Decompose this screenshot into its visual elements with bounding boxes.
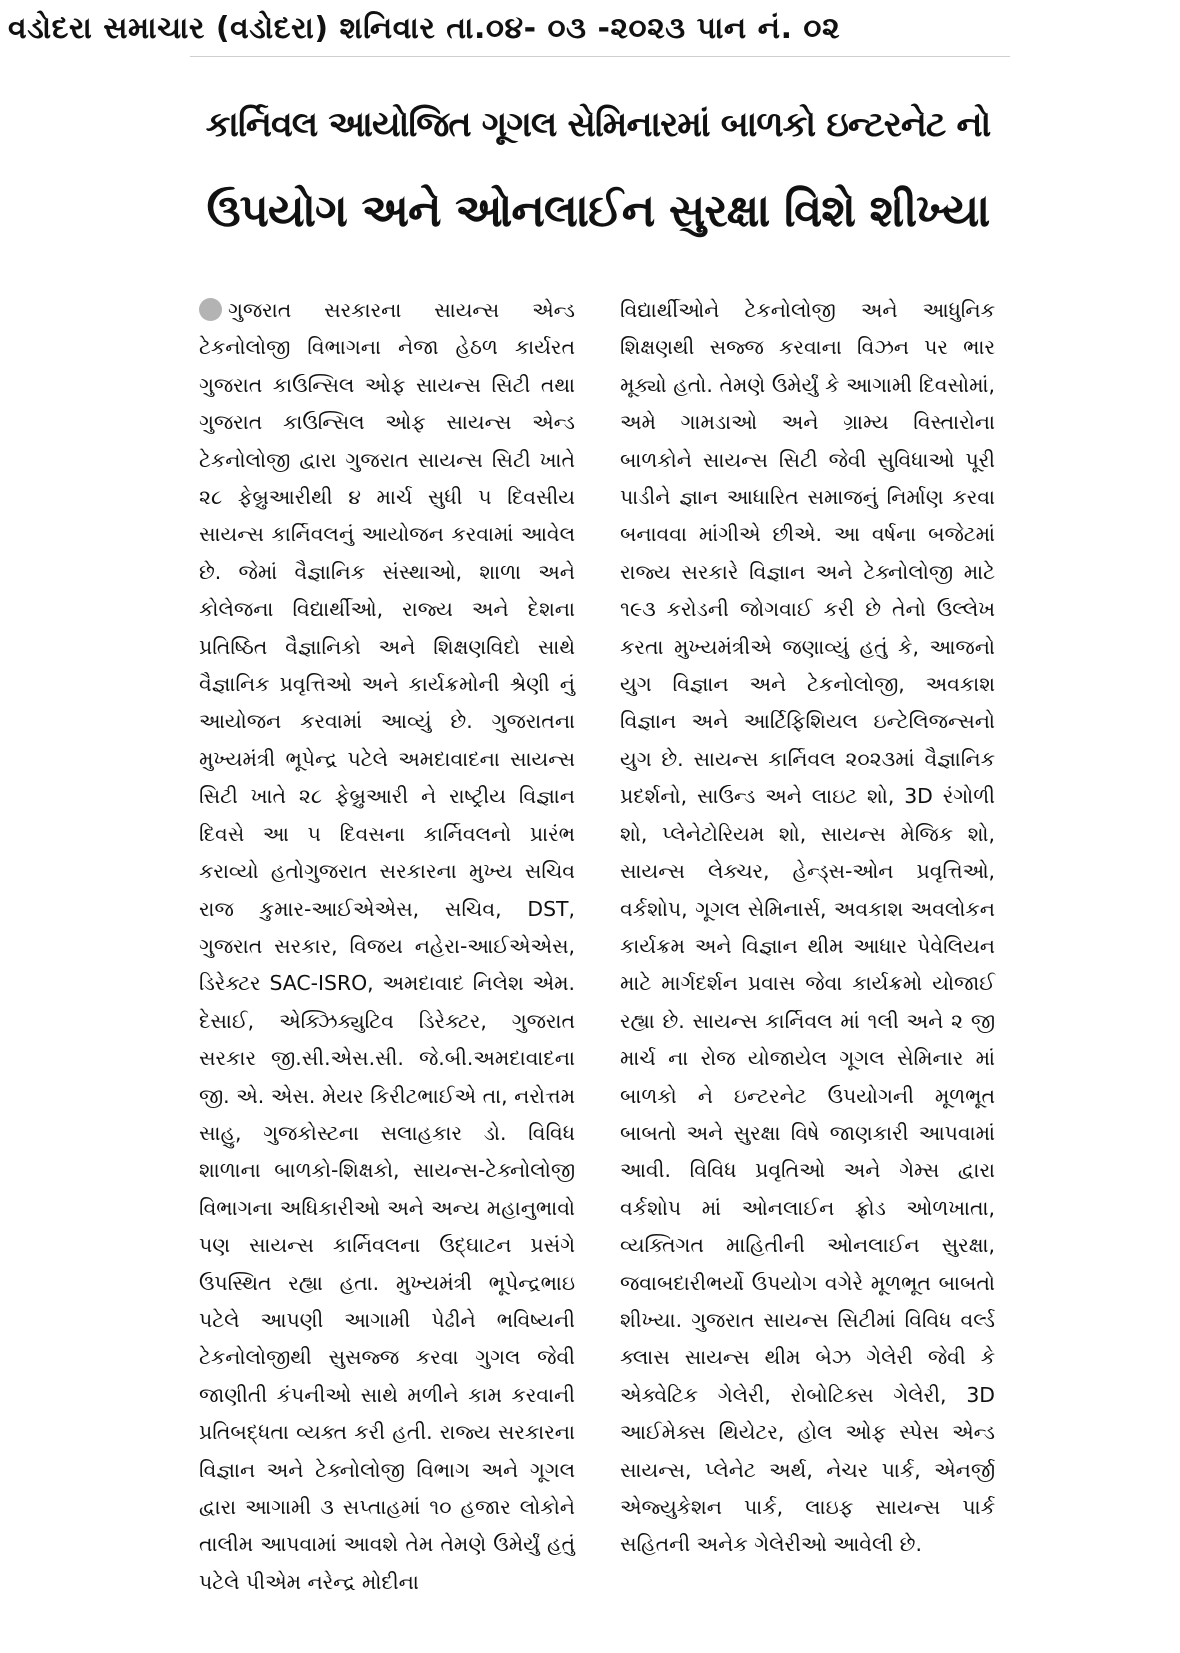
article-left-text: ગુજરાત સરકારના સાયન્સ એન્ડ ટેકનોલોજી વિભાગના નેજા હેઠળ કાર્યરત ગુજરાત કાઉન્સિલ ઓફ સાયન્સ સિટી તથા ગુજરાત કાઉન્સિલ ઓફ સાયન્સ એન્ડ ટેકનોલોજી દ્વારા ગુજરાત સાયન્સ સિટી ખાતે ૨૮ ફેબ્રુઆરીથી ૪ માર્ચ સુધી ૫ દિવસીય સાયન્સ કાર્નિવલનું આયોજન કરવામાં આવેલ છે. જેમાં વૈજ્ઞાનિક સંસ્થાઓ, શાળા અને કોલેજના વિદ્યાર્થીઓ, રાજ્ય અને દેશના પ્રતિષ્ઠિત વૈજ્ઞાનિકો અને શિક્ષણવિદો સાથે વૈજ્ઞાનિક પ્રવૃત્તિઓ અને કાર્યક્રમોની શ્રેણી નું આયોજન કરવામાં આવ્યું છે. ગુજરાતના મુખ્યમંત્રી ભૂપેન્દ્ર પટેલે અમદાવાદના સાયન્સ સિટી ખાતે ૨૮ ફેબ્રુઆરી ને રાષ્ટ્રીય વિજ્ઞાન દિવસે આ ૫ દિવસના કાર્નિવલનો પ્રારંભ કરાવ્યો હતોગુજરાત સરકારના મુખ્ય સચિવ રાજ કુમાર-આઈએએસ, સચિવ, DST, ગુજરાત સરકાર, વિજય નહેરા-આઈએએસ, ડિરેક્ટર SAC-ISRO, અમદાવાદ નિલેશ એમ. દેસાઈ, એક્ઝિક્યુટિવ ડિરેક્ટર, ગુજરાત સરકાર જી.સી.એસ.સી. જે.બી.અમદાવાદના જી. એ. એસ. મેયર કિરીટભાઈએ તા, નરોત્તમ સાહુ, ગુજકોસ્ટના સલાહકાર ડો. વિવિધ શાળાના બાળકો-શિક્ષકો, સાયન્સ-ટેક્નોલોજી વિભાગના અધિકારીઓ અને અન્ય મહાનુભાવો પણ સાયન્સ કાર્નિવલના ઉદ્ઘાટન પ્રસંગે ઉપસ્થિત રહ્યા હતા. મુખ્યમંત્રી ભૂપેન્દ્રભાઇ પટેલે આપણી આગામી પેઢીને ભવિષ્યની ટેકનોલોજીથી સુસજ્જ કરવા ગુગલ જેવી જાણીતી કંપનીઓ સાથે મળીને કામ કરવાની પ્રતિબદ્ધતા વ્યક્ત કરી હતી. રાજ્ય સરકારના વિજ્ઞાન અને ટેક્નોલોજી વિભાગ અને ગૂગલ દ્વારા આગામી ૩ સપ્તાહમાં ૧૦ હજાર લોકોને તાલીમ આપવામાં આવશે તેમ તેમણે ઉમેર્યું હતું પટેલે પીએમ નરેન્દ્ર મોદીના — [199, 298, 575, 1594]
article-column-right — [620, 292, 995, 1564]
headline-line-1: કાર્નિવલ આયોજિત ગૂગલ સેમિનારમાં બાળકો ઇન્ટરનેટ નો — [205, 105, 991, 145]
circle-bullet-icon — [199, 298, 222, 321]
header-divider — [190, 56, 1010, 57]
headline — [198, 82, 998, 254]
article-right-text: વિદ્યાર્થીઓને ટેકનોલોજી અને આધુનિક શિક્ષણથી સજ્જ કરવાના વિઝન પર ભાર મૂક્યો હતો. તેમણે ઉમેર્યું કે આગામી દિવસોમાં, અમે ગામડાઓ અને ગ્રામ્ય વિસ્તારોના બાળકોને સાયન્સ સિટી જેવી સુવિધાઓ પૂરી પાડીને જ્ઞાન આધારિત સમાજનું નિર્માણ કરવા બનાવવા માંગીએ છીએ. આ વર્ષના બજેટમાં રાજ્ય સરકારે વિજ્ઞાન અને ટેક્નોલોજી માટે ૧૯૩ કરોડની જોગવાઈ કરી છે તેનો ઉલ્લેખ કરતા મુખ્યમંત્રીએ જણાવ્યું હતું કે, આજનો યુગ વિજ્ઞાન અને ટેકનોલોજી, અવકાશ વિજ્ઞાન અને આર્ટિફિશિયલ ઇન્ટેલિજન્સનો યુગ છે. સાયન્સ કાર્નિવલ ૨૦૨૩માં વૈજ્ઞાનિક પ્રદર્શનો, સાઉન્ડ અને લાઇટ શો, 3D રંગોળી શો, પ્લેનેટોરિયમ શો, સાયન્સ મેજિક શો, સાયન્સ લેક્ચર, હેન્ડ્સ-ઓન પ્રવૃત્તિઓ, વર્કશોપ, ગૂગલ સેમિનાર્સ, અવકાશ અવલોકન કાર્યક્રમ અને વિજ્ઞાન થીમ આધાર પેવેલિયન માટે માર્ગદર્શન પ્રવાસ જેવા કાર્યક્રમો યોજાઈ રહ્યા છે. સાયન્સ કાર્નિવલ માં ૧લી અને ૨ જી માર્ચ ના રોજ યોજાયેલ ગૂગલ સેમિનાર માં બાળકો ને ઇન્ટરનેટ ઉપયોગની મૂળભૂત બાબતો અને સુરક્ષા વિષે જાણકારી આપવામાં આવી. વિવિધ પ્રવૃતિઓ અને ગેમ્સ દ્વારા વર્કશોપ માં ઓનલાઈન ફ્રોડ ઓળખાતા, વ્યક્તિગત માહિતીની ઓનલાઈન સુરક્ષા, જવાબદારીભર્યો ઉપયોગ વગેરે મૂળભૂત બાબતો શીખ્યા. ગુજરાત સાયન્સ સિટીમાં વિવિધ વર્લ્ડ ક્લાસ સાયન્સ થીમ બેઝ ગેલેરી જેવી કે એક્વેટિક ગેલેરી, રોબોટિક્સ ગેલેરી, 3D આઈમેક્સ થિયેટર, હોલ ઓફ સ્પેસ એન્ડ સાયન્સ, પ્લેનેટ અર્થ, નેચર પાર્ક, એનર્જી એજ્યુકેશન પાર્ક, લાઇફ સાયન્સ પાર્ક સહિતની અનેક ગેલેરીઓ આવેલી છે. — [620, 298, 995, 1557]
article-column-left — [199, 292, 575, 1601]
headline-line-2: ઉપયોગ અને ઓનલાઈન સુરક્ષા વિશે શીખ્યા — [206, 184, 990, 237]
masthead-text: વડોદરા સમાચાર (વડોદરા) શનિવાર તા.૦૪- ૦૩ -૨૦૨૩ પાન નં. ૦૨ — [8, 11, 841, 46]
masthead — [8, 6, 1172, 52]
